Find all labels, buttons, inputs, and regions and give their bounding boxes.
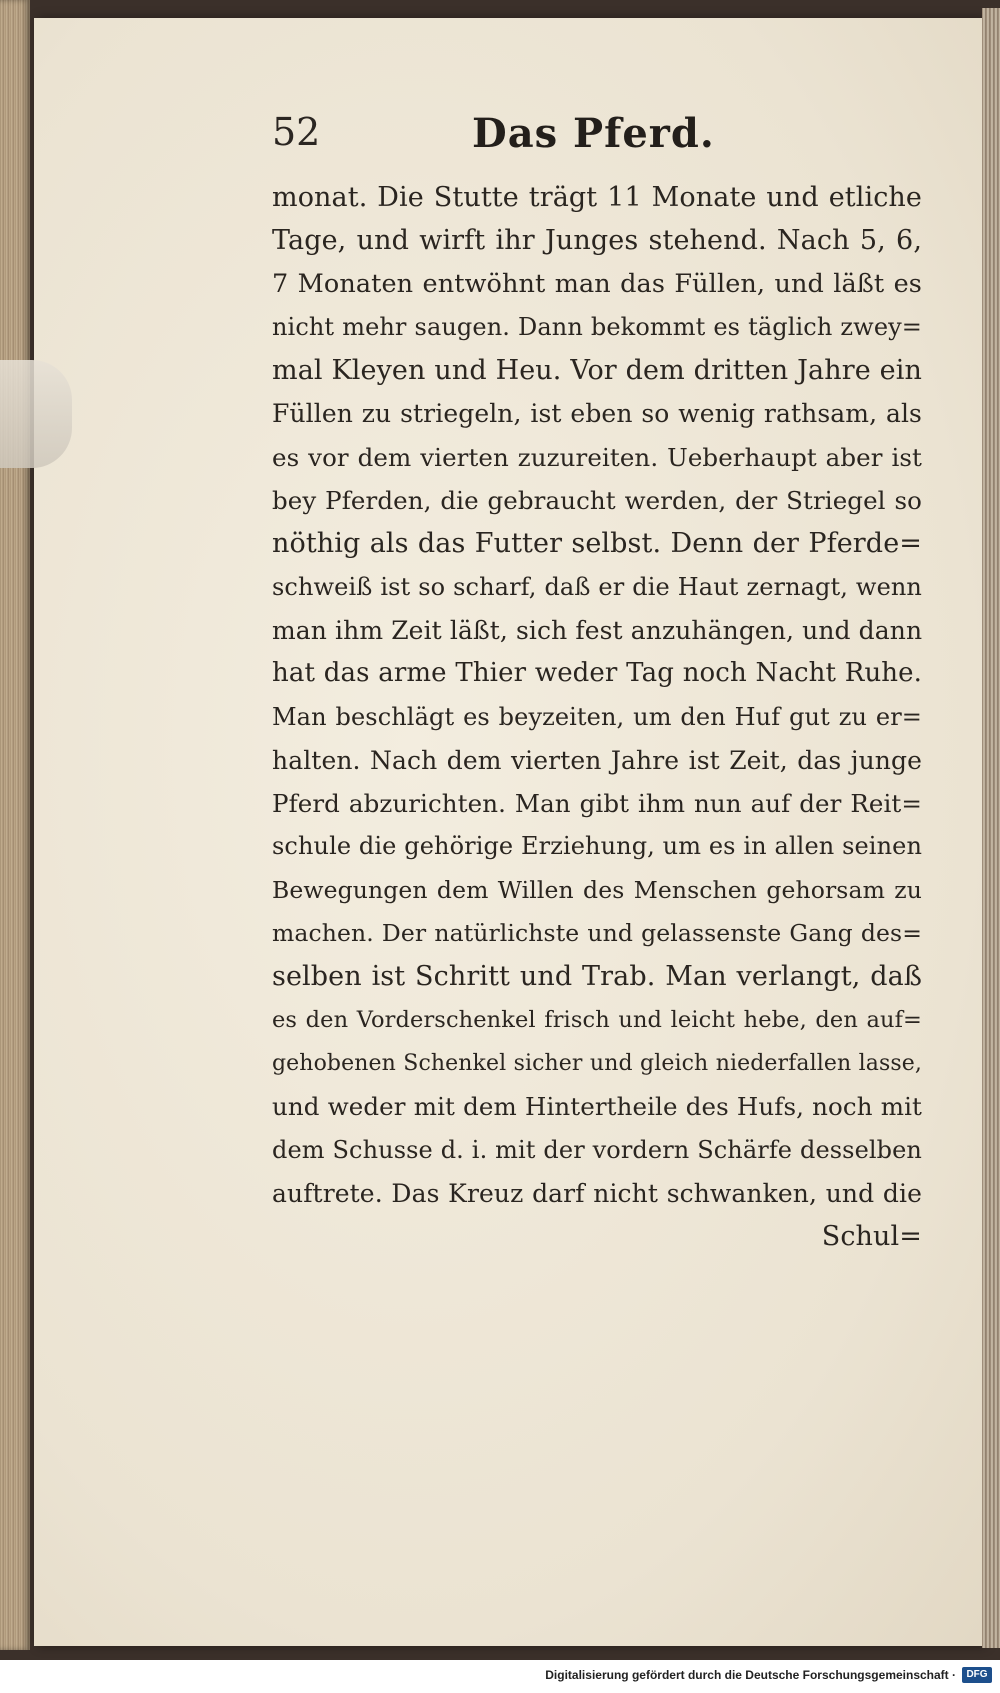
text-line: und weder mit dem Hintertheile des Hufs, noch mit [272, 1092, 922, 1122]
funding-credit: Digitalisierung gefördert durch die Deutsche Forschungsgemeinschaft · [545, 1668, 956, 1682]
text-line: Tage, und wirft ihr Junges stehend. Nach 5, 6, [272, 225, 922, 257]
text-line: mal Kleyen und Heu. Vor dem dritten Jahre ein [272, 355, 922, 387]
text-line: machen. Der natürlichste und gelassenste Gang des= [272, 919, 922, 948]
text-line: nöthig als das Futter selbst. Denn der Pferde= [272, 528, 922, 560]
text-line: gehobenen Schenkel sicher und gleich niederfallen lasse, [272, 1050, 922, 1076]
text-line: Bewegungen dem Willen des Menschen gehorsam zu [272, 875, 922, 904]
dfg-logo: DFG [962, 1667, 992, 1683]
page-edges-right [982, 8, 1000, 1648]
page-edges-left [0, 0, 30, 1650]
text-line: monat. Die Stutte trägt 11 Monate und etliche [272, 182, 922, 213]
digitization-footer [0, 1660, 1000, 1693]
text-line: Pferd abzurichten. Man gibt ihm nun auf der Reit= [272, 789, 922, 819]
text-line: halten. Nach dem vierten Jahre ist Zeit, das junge [272, 745, 922, 775]
catchword: Schul= [821, 1221, 922, 1253]
text-line: es den Vorderschenkel frisch und leicht hebe, den auf= [272, 1006, 922, 1033]
text-line: selben ist Schritt und Trab. Man verlangt, daß [272, 961, 922, 993]
text-line: 7 Monaten entwöhnt man das Füllen, und läßt es [272, 268, 922, 299]
text-line: man ihm Zeit läßt, sich fest anzuhängen, und dann [272, 615, 923, 645]
text-line: es vor dem vierten zuzureiten. Ueberhaupt aber ist [272, 442, 922, 472]
text-line: bey Pferden, die gebraucht werden, der Striegel so [272, 486, 922, 516]
text-line: schule die gehörige Erziehung, um es in allen seinen [272, 832, 922, 861]
text-line: schweiß ist so scharf, daß er die Haut zernagt, wenn [272, 572, 922, 601]
text-line: Man beschlägt es beyzeiten, um den Huf gut zu er= [272, 702, 922, 731]
text-line: Füllen zu striegeln, ist eben so wenig rathsam, als [272, 399, 922, 429]
text-line: hat das arme Thier weder Tag noch Nacht Ruhe. [272, 658, 922, 689]
running-title: Das Pferd. [472, 110, 715, 157]
bookmark-tab [0, 360, 72, 468]
text-line: dem Schusse d. i. mit der vordern Schärfe desselben [272, 1135, 922, 1164]
text-line: nicht mehr saugen. Dann bekommt es täglich zwey= [272, 312, 922, 341]
page-header [272, 110, 832, 170]
page-number: 52 [272, 110, 321, 154]
text-line: auftrete. Das Kreuz darf nicht schwanken, und die [272, 1178, 922, 1208]
body-text [272, 176, 922, 1258]
